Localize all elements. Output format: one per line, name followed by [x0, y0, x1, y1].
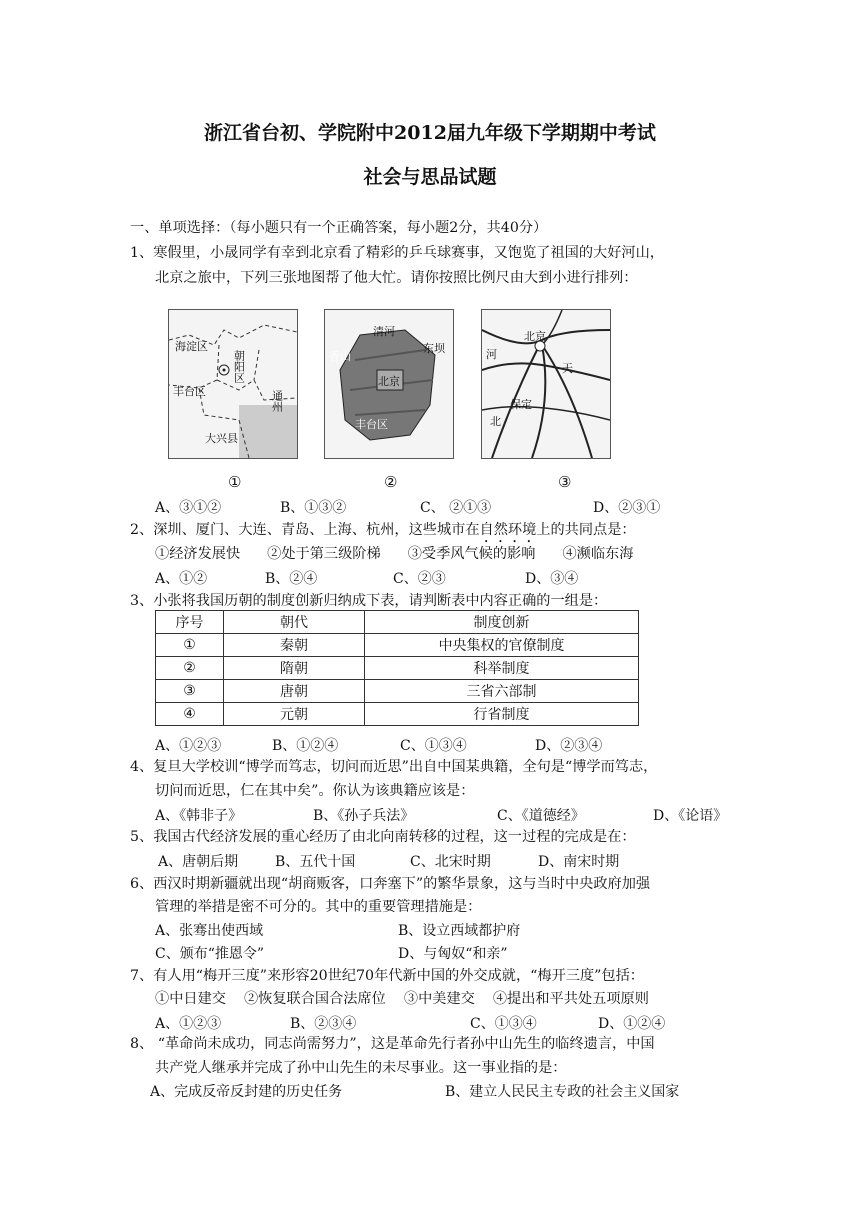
q7-stem: 7、有人用“梅开三度”来形容20世纪70年代新中国的外交成就，“梅开三度”包括： — [130, 968, 644, 984]
map2-label-fengtai: 丰台区 — [355, 418, 388, 431]
map1-label-tongzhou: 通州 — [270, 390, 284, 412]
q6-option-d[interactable]: D、与匈奴“和亲” — [398, 946, 508, 962]
q3-option-d[interactable]: D、②③④ — [535, 738, 603, 754]
q7-option-d[interactable]: D、①②④ — [598, 1016, 666, 1032]
q5-stem: 5、我国古代经济发展的重心经历了由北向南转移的过程，这一过程的完成是在： — [130, 829, 636, 845]
q2-stem-pre: 2、深圳、厦门、大连、青岛、上海、杭州，这些城市在 — [130, 522, 480, 538]
q3-stem: 3、小张将我国历朝的制度创新归纳成下表，请判断表中内容正确的一组是： — [130, 593, 608, 609]
q1-stem-line1: 1、寒假里，小晟同学有幸到北京看了精彩的乒乓球赛事，又饱览了祖国的大好河山， — [130, 245, 664, 261]
table-cell: ② — [156, 657, 224, 680]
map3-label-baoding: 保定 — [510, 398, 532, 411]
table-cell: ① — [156, 634, 224, 657]
q4-option-b[interactable]: B、《孙子兵法》 — [313, 808, 415, 824]
q8-stem-line2: 共产党人继承并完成了孙中山先生的未尽事业。这一事业指的是： — [155, 1060, 567, 1076]
q2-option-c[interactable]: C、②③ — [393, 571, 446, 587]
q3-option-c[interactable]: C、①③④ — [400, 738, 467, 754]
q7-option-c[interactable]: C、①③④ — [470, 1016, 537, 1032]
q8-option-a[interactable]: A、完成反帝反封建的历史任务 — [150, 1084, 343, 1100]
q1-option-a[interactable]: A、③①② — [155, 500, 222, 516]
map2-label-xiangshan: 香山 — [329, 350, 351, 363]
q7-option-b[interactable]: B、②③④ — [290, 1016, 357, 1032]
table-header: 朝代 — [224, 611, 365, 634]
q4-stem-line1: 4、复旦大学校训“博学而笃志，切问而近思”出自中国某典籍，全句是“博学而笃志， — [130, 759, 658, 775]
q2-option-d[interactable]: D、③④ — [525, 571, 579, 587]
map1-label-haidian: 海淀区 — [175, 340, 208, 353]
table-row — [156, 657, 639, 680]
table-cell: 隋朝 — [224, 657, 365, 680]
q1-option-d[interactable]: D、②③① — [593, 500, 661, 516]
table-cell: ④ — [156, 703, 224, 726]
map2-label-beijing: 北京 — [378, 375, 400, 388]
q2-stem — [130, 520, 636, 546]
q6-option-a[interactable]: A、张骞出使西域 — [155, 923, 264, 939]
table-cell: ③ — [156, 680, 224, 703]
section-heading: 一、单项选择：（每小题只有一个正确答案，每小题2分，共40分） — [130, 220, 548, 236]
exam-title: 浙江省台初、学院附中2012届九年级下学期期中考试 — [204, 122, 656, 144]
table-cell: 秦朝 — [224, 634, 365, 657]
q2-stem-post: 上的共同点是： — [536, 522, 636, 538]
q5-option-b[interactable]: B、五代十国 — [275, 854, 356, 870]
q3-option-a[interactable]: A、①②③ — [155, 738, 222, 754]
q2-option-a[interactable]: A、①② — [155, 571, 208, 587]
table-header: 制度创新 — [365, 611, 639, 634]
q6-option-b[interactable]: B、设立西域都护府 — [398, 923, 521, 939]
q8-option-b[interactable]: B、建立人民民主专政的社会主义国家 — [445, 1084, 680, 1100]
q4-option-c[interactable]: C、《道德经》 — [497, 808, 585, 824]
q1-option-b[interactable]: B、①③② — [280, 500, 347, 516]
map-1-number: ① — [228, 473, 242, 491]
map3-label-he: 河 — [486, 348, 497, 361]
q1-option-c[interactable]: C、 ②①③ — [420, 500, 492, 516]
map1-label-daxing: 大兴县 — [205, 432, 238, 445]
q5-option-a[interactable]: A、唐朝后期 — [158, 854, 239, 870]
table-header-row — [156, 611, 639, 634]
map-3-region — [481, 309, 611, 459]
q2-stem-emphasis: 自然环境 — [479, 522, 537, 538]
table-cell: 中央集权的官僚制度 — [365, 634, 639, 657]
q4-stem-line2: 切问而近思，仁在其中矣”。你认为该典籍应该是： — [155, 783, 475, 799]
q7-choices: ①中日建交 ②恢复联合国合法席位 ③中美建交 ④提出和平共处五项原则 — [155, 991, 649, 1007]
map-2-city — [324, 309, 454, 459]
map3-label-bei: 北 — [490, 415, 501, 428]
exam-subtitle: 社会与思品试题 — [363, 166, 497, 188]
table-cell: 行省制度 — [365, 703, 639, 726]
map1-label-fengtai: 丰台区 — [173, 385, 206, 398]
map2-label-dongba: 东坝 — [423, 342, 445, 355]
q4-option-d[interactable]: D、《论语》 — [653, 808, 728, 824]
q2-choices: ①经济发展快 ②处于第三级阶梯 ③受季风气候的影响 ④濒临东海 — [155, 546, 634, 562]
q6-stem-line1: 6、西汉时期新疆就出现“胡商贩客，口奔塞下”的繁华景象，这与当时中央政府加强 — [130, 876, 651, 892]
q3-dynasty-table — [155, 610, 639, 726]
table-header: 序号 — [156, 611, 224, 634]
table-cell: 元朝 — [224, 703, 365, 726]
map-2-number: ② — [384, 473, 398, 491]
table-row — [156, 680, 639, 703]
q1-stem-line2: 北京之旅中，下列三张地图帮了他大忙。请你按照比例尺由大到小进行排列： — [155, 270, 638, 286]
map-3-number: ③ — [558, 473, 572, 491]
map1-label-chaoyang: 朝阳区 — [232, 350, 246, 383]
map-1-district — [168, 309, 298, 459]
map2-label-qinghe: 清河 — [373, 325, 395, 338]
q8-stem-line1: 8、 “革命尚未成功，同志尚需努力”，这是革命先行者孙中山先生的临终遗言，中国 — [130, 1036, 655, 1052]
map3-label-tian: 天 — [562, 362, 573, 375]
table-row — [156, 634, 639, 657]
q7-option-a[interactable]: A、①②③ — [155, 1016, 222, 1032]
q4-option-a[interactable]: A、《韩非子》 — [155, 808, 243, 824]
q5-option-c[interactable]: C、北宋时期 — [410, 854, 491, 870]
map3-label-beijing: 北京 — [524, 330, 546, 343]
q3-option-b[interactable]: B、①②④ — [272, 738, 339, 754]
table-cell: 唐朝 — [224, 680, 365, 703]
q5-option-d[interactable]: D、南宋时期 — [538, 854, 620, 870]
q6-stem-line2: 管理的举措是密不可分的。其中的重要管理措施是： — [155, 899, 482, 915]
table-row — [156, 703, 639, 726]
table-cell: 科举制度 — [365, 657, 639, 680]
table-cell: 三省六部制 — [365, 680, 639, 703]
q2-option-b[interactable]: B、②④ — [265, 571, 318, 587]
q6-option-c[interactable]: C、颁布“推恩令” — [155, 946, 265, 962]
